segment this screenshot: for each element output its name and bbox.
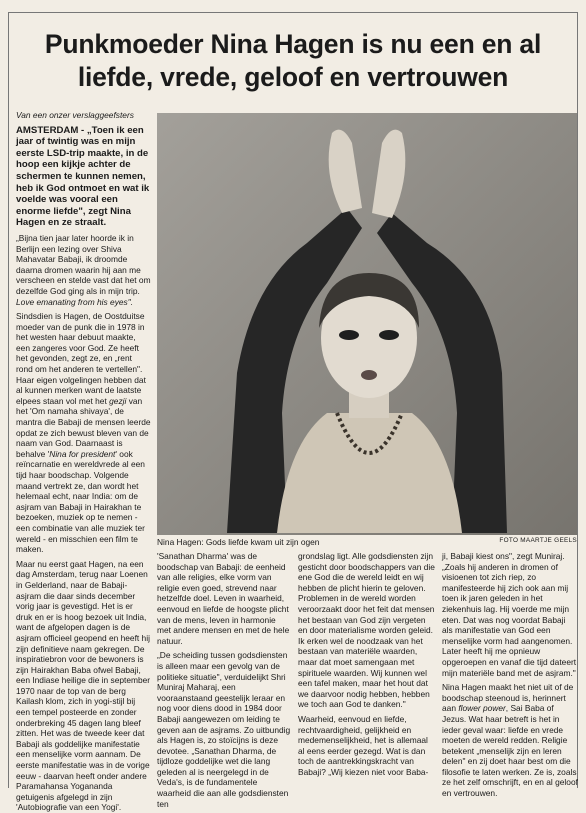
italic-term: gezji <box>109 395 127 406</box>
paragraph <box>16 233 151 307</box>
paragraph: 'Sanathan Dharma' was de boodschap van Babaji: de eenheid van alle religies, elke vorm van religie even goed, strevend naar hetzelfde doel. Leven in waarheid, eenvoud en liefde de hoogste plicht van de mens, leven in harmonie met andere mensen en met de hele natuur. <box>157 551 290 646</box>
paragraph-text: „Bijna tien jaar later hoorde ik in Berlijn een lezing over Shiva Mahavatar Babaji, ik droomde daarna dromen waarin hij aan me verscheen en stelde vast dat het om dezelfde God ging als in mijn trip. <box>16 232 151 296</box>
left-column <box>16 110 151 813</box>
paragraph <box>442 682 578 799</box>
paragraph <box>16 311 151 555</box>
paragraph-text: Nina Hagen maakt het niet uit of de boodschap steenoud is, herinnert aan <box>442 682 574 714</box>
top-rule <box>8 12 578 13</box>
italic-term: flower power <box>458 703 506 714</box>
paragraph: Waarheid, eenvoud en liefde, rechtvaardigheid, gelijkheid en medemenselijkheid, het is allemaal al eens eerder gezegd. Wat is dan toch de aantrekkingskracht van Babaji? „Wij kiezen niet voor Baba- <box>298 713 429 777</box>
column-d <box>442 551 578 799</box>
italic-quote: Love emanating from his eyes". <box>16 296 134 307</box>
paragraph: Maar nu eerst gaat Hagen, na een dag Amsterdam, terug naar Loenen in Gelderland, naar de Babaji-asjram die daar sinds december vorig jaar is gevestigd. Het is er druk en er is hoog bezoek uit India, want de afgelopen dagen is de asjram officieel geopend en heeft hij zijn definitieve naam gekregen. De inspiratiebron voor de bewoners is zijn Hairakhan Baba ofwel Babaji, een Indiase heilige die in september 1970 naar de top van de berg Kailash klom, zich in yogi-stijl bij een tempel posteerde en zonder onderbreking 45 dagen lang bleef zitten. Het was de tweede keer dat Babaji als goddelijke manifestatie een menselijke vorm aannam. De eerste manifestatie was in de vorige eeuw - daarvan heeft onder andere Paramahansa Yogananda getuigenis afgelegd in zijn 'Autobiografie van een Yogi'. <box>16 558 151 813</box>
photo-credit: FOTO MAARTJE GEELS <box>499 537 577 544</box>
column-c <box>298 551 436 791</box>
paragraph: grondslag ligt. Alle godsdiensten zijn gesticht door boodschappers van die ene God die de wereld leidt en wij hebben de plicht hierin te geloven. Problemen in de wereld worden veroorzaakt door het feit dat mensen het bestaan van God zijn vergeten en door materialisme worden geleid. Ik erken wel de noodzaak van het bestaan van materiële waarden, maar dat moet samengaan met spirituele waarden. Wij kunnen wel een tafel maken, maar het hout dat we daarvoor nodig hebben, hebben we toch aan God te danken." <box>298 551 435 710</box>
headline-line-1: Punkmoeder Nina Hagen is nu een en al <box>44 29 542 59</box>
paragraph-text: Sindsdien is Hagen, de Oostduitse moeder van de punk die in 1978 in het westen haar debuut maakte, een zangeres voor God. Ze heeft het gevonden, zegt ze, en „rent rond om het anderen te vertellen". Haar eigen volgelingen hebben dat al kunnen merken want de laatste elpees staan vol met het <box>16 311 146 406</box>
photo-caption: Nina Hagen: Gods liefde kwam uit zijn ogen <box>157 537 320 547</box>
byline: Van een onzer verslaggeefsters <box>16 110 134 120</box>
paragraph: „De scheiding tussen godsdiensten is alleen maar een gevolg van de politieke situatie", verduidelijkt Shri Muniraj Maharaj, een vooraanstaand geestelijk leraar en nog voor diens dood in 1984 door Babaji aangewezen om leiding te geven aan de asjrams. Zo uitbundig als Hagen is, zo stoïcijns is deze devotee. „Sanathan Dharma, de tijdloze goddelijke wet die lang geleden al is neergelegd in de Veda's, is de fundamentele waarheid die aan alle godsdiensten ten <box>157 650 291 809</box>
photo-illustration <box>157 113 577 535</box>
paragraph-text: van het 'Om namaha shivaya', de mantra die Babaji de mensen leerde opdat ze zich bewust bleven van de naam van God. Daarnaast is behalve ' <box>16 395 151 459</box>
paragraph-text: , Sai Baba of Jezus. Wat haar betreft is het in ieder geval waar: liefde en vrede moeten de wereld redden. Religie betekent „menselijk zijn en leren delen" en zij doet haar best om die filosofie te laten werken. Ze is, zoals ze het zelf omschrijft, en en al geloof en vertrouwen. <box>442 703 578 799</box>
headline-line-2: liefde, vrede, geloof en vertrouwen <box>77 62 509 92</box>
column-b <box>157 551 291 809</box>
left-rule <box>8 12 9 788</box>
italic-title: Nina for president <box>49 448 116 459</box>
photo-nina-hagen <box>157 113 577 535</box>
headline <box>16 28 570 94</box>
paragraph-text: ' ook reïncarnatie en wereldvrede al een tijd haar boodschap. Volgende maand vertrekt ze, dan wordt het helemaal echt, naar India: om de asjram van Babaji in Hairakhan te bezoeken, muziek op te nemen - een combinatie van alle muziek ter wereld - en misschien een film te maken. <box>16 448 145 555</box>
paragraph: ji, Babaji kiest ons", zegt Muniraj. „Zoals hij anderen in dromen of visioenen tot zich riep, zo manifesteerde hij zich ook aan mij toen ik jaren geleden in het ziekenhuis lag. Hij voerde me mijn eten. Dat was nog voordat Babaji als manifestatie van God een menselijke vorm had aangenomen. Later heeft hij me opnieuw opgeroepen en vanaf die tijd dateert mijn materiële band met de asjram." <box>442 551 577 678</box>
lead-paragraph: AMSTERDAM - „Toen ik een jaar of twintig was en mijn eerste LSD-trip maakte, in de hoop een kijkje achter de schermen te kunnen nemen, heb ik God ontmoet en wat ik voelde was vooral een enorme liefde", zegt Nina Hagen en ze straalt. <box>16 124 150 229</box>
